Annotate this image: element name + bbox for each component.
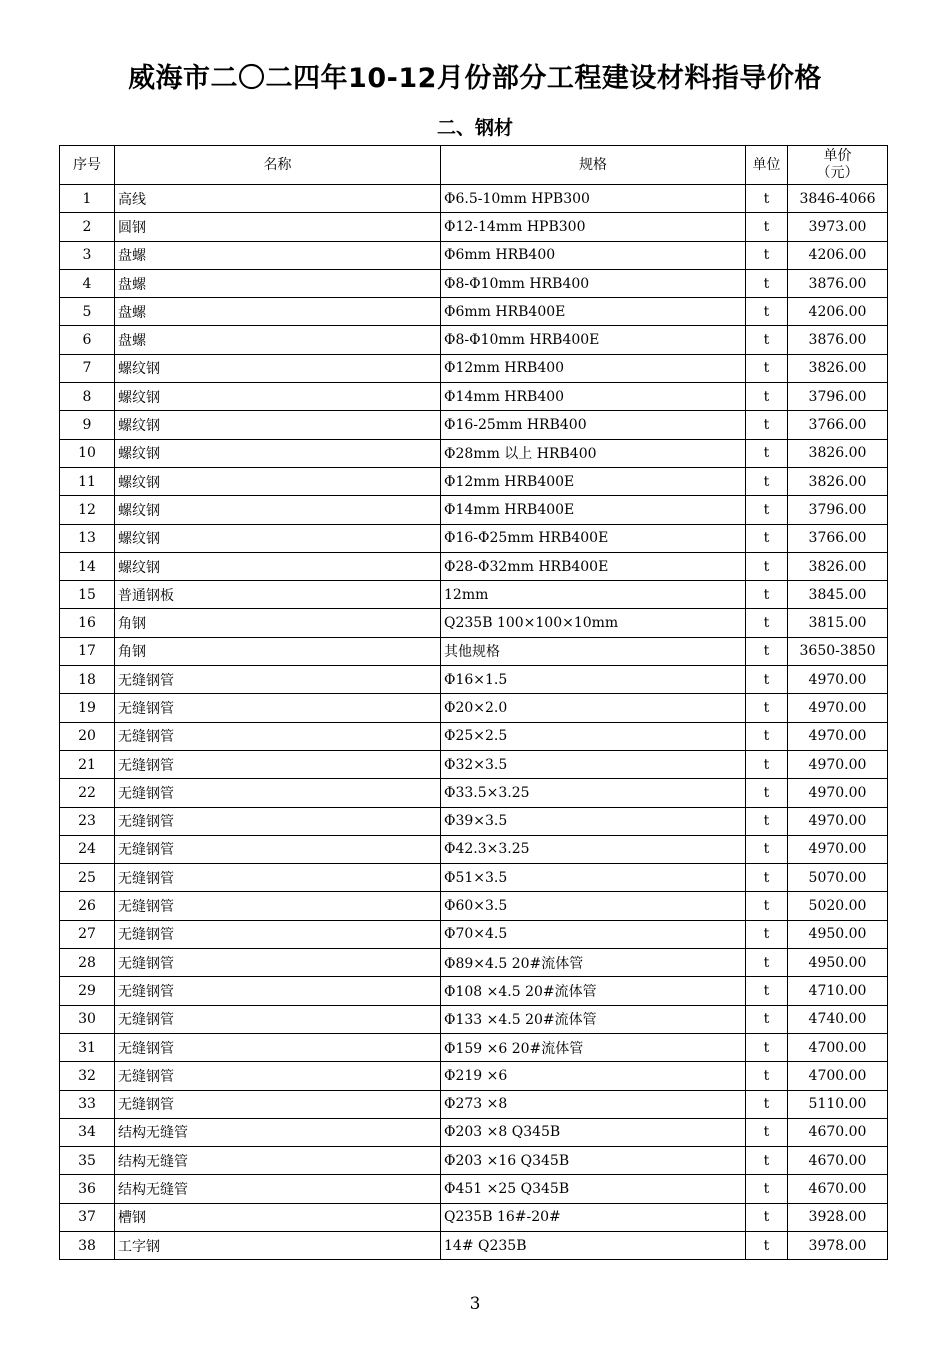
cell-spec: 12mm — [441, 581, 746, 609]
cell-unit: t — [746, 1175, 788, 1203]
cell-spec: Φ89×4.5 20#流体管 — [441, 949, 746, 977]
cell-no: 37 — [60, 1203, 115, 1231]
table-row — [60, 1005, 888, 1033]
table-row — [60, 467, 888, 495]
cell-spec: Φ12-14mm HPB300 — [441, 213, 746, 241]
cell-price: 4700.00 — [788, 1033, 888, 1061]
table-row — [60, 920, 888, 948]
cell-no: 31 — [60, 1033, 115, 1061]
cell-spec: Φ25×2.5 — [441, 722, 746, 750]
cell-price: 3876.00 — [788, 269, 888, 297]
cell-name: 无缝钢管 — [115, 807, 441, 835]
cell-price: 3973.00 — [788, 213, 888, 241]
cell-unit: t — [746, 666, 788, 694]
cell-unit: t — [746, 383, 788, 411]
cell-price: 3928.00 — [788, 1203, 888, 1231]
cell-no: 7 — [60, 354, 115, 382]
table-row — [60, 383, 888, 411]
cell-spec: Φ6mm HRB400 — [441, 241, 746, 269]
cell-unit: t — [746, 892, 788, 920]
section-title: 二、钢材 — [436, 117, 513, 139]
cell-unit: t — [746, 552, 788, 580]
cell-price: 4700.00 — [788, 1062, 888, 1090]
header-unit: 单位 — [746, 146, 788, 185]
cell-unit: t — [746, 524, 788, 552]
page-title: 威海市二〇二四年10-12月份部分工程建设材料指导价格 — [128, 63, 822, 94]
cell-unit: t — [746, 722, 788, 750]
cell-unit: t — [746, 269, 788, 297]
cell-spec: Φ51×3.5 — [441, 864, 746, 892]
cell-spec: Φ14mm HRB400E — [441, 496, 746, 524]
cell-spec: Φ203 ×16 Q345B — [441, 1147, 746, 1175]
price-table — [59, 145, 888, 1260]
cell-no: 24 — [60, 835, 115, 863]
cell-no: 28 — [60, 949, 115, 977]
table-row — [60, 666, 888, 694]
cell-name: 无缝钢管 — [115, 949, 441, 977]
cell-no: 15 — [60, 581, 115, 609]
table-row — [60, 411, 888, 439]
table-row — [60, 835, 888, 863]
cell-unit: t — [746, 581, 788, 609]
page-number: 3 — [469, 1294, 481, 1314]
cell-unit: t — [746, 1090, 788, 1118]
cell-name: 结构无缝管 — [115, 1118, 441, 1146]
cell-unit: t — [746, 864, 788, 892]
cell-no: 10 — [60, 439, 115, 467]
cell-no: 14 — [60, 552, 115, 580]
cell-spec: Φ14mm HRB400 — [441, 383, 746, 411]
cell-spec: Φ32×3.5 — [441, 750, 746, 778]
cell-unit: t — [746, 467, 788, 495]
cell-no: 26 — [60, 892, 115, 920]
cell-spec: Φ203 ×8 Q345B — [441, 1118, 746, 1146]
cell-spec: Φ42.3×3.25 — [441, 835, 746, 863]
cell-unit: t — [746, 298, 788, 326]
header-spec: 规格 — [441, 146, 746, 185]
cell-spec: Φ16-25mm HRB400 — [441, 411, 746, 439]
cell-no: 3 — [60, 241, 115, 269]
table-row — [60, 439, 888, 467]
cell-unit: t — [746, 609, 788, 637]
cell-name: 结构无缝管 — [115, 1147, 441, 1175]
header-price-line2: （元） — [816, 165, 859, 181]
cell-spec: Φ133 ×4.5 20#流体管 — [441, 1005, 746, 1033]
cell-unit: t — [746, 949, 788, 977]
table-row — [60, 722, 888, 750]
cell-name: 无缝钢管 — [115, 750, 441, 778]
cell-name: 螺纹钢 — [115, 354, 441, 382]
cell-name: 螺纹钢 — [115, 524, 441, 552]
cell-price: 3650-3850 — [788, 637, 888, 665]
table-row — [60, 694, 888, 722]
cell-price: 3846-4066 — [788, 185, 888, 213]
cell-name: 盘螺 — [115, 241, 441, 269]
cell-price: 4740.00 — [788, 1005, 888, 1033]
cell-price: 3826.00 — [788, 467, 888, 495]
cell-price: 4670.00 — [788, 1118, 888, 1146]
cell-unit: t — [746, 354, 788, 382]
cell-spec: Φ16-Φ25mm HRB400E — [441, 524, 746, 552]
cell-no: 8 — [60, 383, 115, 411]
header-price-line1: 单价 — [823, 148, 852, 164]
cell-price: 3978.00 — [788, 1231, 888, 1259]
table-body — [60, 185, 888, 1260]
table-row — [60, 552, 888, 580]
table-row — [60, 185, 888, 213]
cell-unit: t — [746, 779, 788, 807]
cell-spec: 其他规格 — [441, 637, 746, 665]
cell-spec: Φ159 ×6 20#流体管 — [441, 1033, 746, 1061]
cell-name: 螺纹钢 — [115, 439, 441, 467]
cell-price: 5110.00 — [788, 1090, 888, 1118]
cell-spec: Φ6mm HRB400E — [441, 298, 746, 326]
cell-no: 30 — [60, 1005, 115, 1033]
cell-price: 4670.00 — [788, 1175, 888, 1203]
cell-price: 3826.00 — [788, 354, 888, 382]
cell-name: 盘螺 — [115, 326, 441, 354]
cell-name: 螺纹钢 — [115, 383, 441, 411]
cell-spec: Φ6.5-10mm HPB300 — [441, 185, 746, 213]
cell-name: 高线 — [115, 185, 441, 213]
cell-no: 36 — [60, 1175, 115, 1203]
cell-no: 34 — [60, 1118, 115, 1146]
cell-spec: Φ33.5×3.25 — [441, 779, 746, 807]
table-row — [60, 581, 888, 609]
cell-name: 无缝钢管 — [115, 864, 441, 892]
table-row — [60, 1062, 888, 1090]
table-row — [60, 1203, 888, 1231]
cell-unit: t — [746, 411, 788, 439]
cell-spec: Φ12mm HRB400 — [441, 354, 746, 382]
cell-name: 无缝钢管 — [115, 1033, 441, 1061]
table-row — [60, 977, 888, 1005]
cell-no: 6 — [60, 326, 115, 354]
table-row — [60, 354, 888, 382]
cell-price: 5070.00 — [788, 864, 888, 892]
cell-spec: Φ28-Φ32mm HRB400E — [441, 552, 746, 580]
cell-spec: Φ39×3.5 — [441, 807, 746, 835]
cell-spec: 14# Q235B — [441, 1231, 746, 1259]
cell-name: 无缝钢管 — [115, 779, 441, 807]
cell-name: 角钢 — [115, 637, 441, 665]
cell-spec: Φ60×3.5 — [441, 892, 746, 920]
table-row — [60, 524, 888, 552]
table-row — [60, 326, 888, 354]
cell-name: 无缝钢管 — [115, 1005, 441, 1033]
cell-spec: Φ12mm HRB400E — [441, 467, 746, 495]
cell-unit: t — [746, 1062, 788, 1090]
cell-unit: t — [746, 496, 788, 524]
cell-unit: t — [746, 807, 788, 835]
cell-unit: t — [746, 1118, 788, 1146]
cell-spec: Φ8-Φ10mm HRB400E — [441, 326, 746, 354]
header-price — [788, 146, 888, 185]
cell-price: 4206.00 — [788, 241, 888, 269]
cell-unit: t — [746, 1231, 788, 1259]
table-row — [60, 1175, 888, 1203]
cell-spec: Φ20×2.0 — [441, 694, 746, 722]
cell-name: 螺纹钢 — [115, 552, 441, 580]
cell-unit: t — [746, 241, 788, 269]
cell-unit: t — [746, 439, 788, 467]
cell-no: 16 — [60, 609, 115, 637]
cell-no: 29 — [60, 977, 115, 1005]
table-row — [60, 241, 888, 269]
table-row — [60, 750, 888, 778]
cell-unit: t — [746, 977, 788, 1005]
cell-spec: Φ28mm 以上 HRB400 — [441, 439, 746, 467]
table-row — [60, 1231, 888, 1259]
cell-no: 22 — [60, 779, 115, 807]
cell-name: 角钢 — [115, 609, 441, 637]
cell-no: 32 — [60, 1062, 115, 1090]
cell-unit: t — [746, 1203, 788, 1231]
cell-name: 螺纹钢 — [115, 496, 441, 524]
cell-no: 1 — [60, 185, 115, 213]
cell-price: 3796.00 — [788, 383, 888, 411]
cell-name: 工字钢 — [115, 1231, 441, 1259]
cell-spec: Φ16×1.5 — [441, 666, 746, 694]
cell-no: 18 — [60, 666, 115, 694]
cell-price: 4970.00 — [788, 779, 888, 807]
cell-name: 无缝钢管 — [115, 694, 441, 722]
table-row — [60, 213, 888, 241]
cell-no: 38 — [60, 1231, 115, 1259]
table-row — [60, 807, 888, 835]
cell-unit: t — [746, 1033, 788, 1061]
cell-price: 5020.00 — [788, 892, 888, 920]
cell-no: 5 — [60, 298, 115, 326]
cell-no: 23 — [60, 807, 115, 835]
header-name: 名称 — [115, 146, 441, 185]
cell-unit: t — [746, 637, 788, 665]
table-row — [60, 864, 888, 892]
cell-price: 3845.00 — [788, 581, 888, 609]
cell-spec: Φ273 ×8 — [441, 1090, 746, 1118]
cell-no: 33 — [60, 1090, 115, 1118]
cell-price: 3766.00 — [788, 524, 888, 552]
cell-price: 3826.00 — [788, 552, 888, 580]
table-row — [60, 637, 888, 665]
cell-name: 无缝钢管 — [115, 666, 441, 694]
table-row — [60, 1147, 888, 1175]
cell-price: 4950.00 — [788, 949, 888, 977]
cell-no: 11 — [60, 467, 115, 495]
cell-spec: Φ451 ×25 Q345B — [441, 1175, 746, 1203]
cell-no: 25 — [60, 864, 115, 892]
cell-price: 3796.00 — [788, 496, 888, 524]
cell-name: 螺纹钢 — [115, 467, 441, 495]
cell-spec: Φ70×4.5 — [441, 920, 746, 948]
cell-price: 3815.00 — [788, 609, 888, 637]
table-row — [60, 1033, 888, 1061]
cell-name: 螺纹钢 — [115, 411, 441, 439]
header-no: 序号 — [60, 146, 115, 185]
cell-name: 无缝钢管 — [115, 1090, 441, 1118]
cell-no: 9 — [60, 411, 115, 439]
cell-unit: t — [746, 185, 788, 213]
cell-name: 无缝钢管 — [115, 835, 441, 863]
table-row — [60, 779, 888, 807]
cell-unit: t — [746, 1005, 788, 1033]
cell-price: 4970.00 — [788, 694, 888, 722]
table-row — [60, 892, 888, 920]
table-row — [60, 949, 888, 977]
cell-name: 盘螺 — [115, 298, 441, 326]
table-row — [60, 609, 888, 637]
cell-name: 无缝钢管 — [115, 722, 441, 750]
cell-price: 4970.00 — [788, 750, 888, 778]
cell-no: 21 — [60, 750, 115, 778]
cell-no: 20 — [60, 722, 115, 750]
cell-name: 无缝钢管 — [115, 920, 441, 948]
cell-name: 盘螺 — [115, 269, 441, 297]
table-row — [60, 1118, 888, 1146]
cell-price: 4950.00 — [788, 920, 888, 948]
cell-name: 普通钢板 — [115, 581, 441, 609]
cell-name: 结构无缝管 — [115, 1175, 441, 1203]
cell-unit: t — [746, 750, 788, 778]
cell-no: 17 — [60, 637, 115, 665]
cell-price: 4670.00 — [788, 1147, 888, 1175]
table-row — [60, 269, 888, 297]
cell-name: 无缝钢管 — [115, 977, 441, 1005]
cell-spec: Φ219 ×6 — [441, 1062, 746, 1090]
cell-no: 13 — [60, 524, 115, 552]
cell-name: 槽钢 — [115, 1203, 441, 1231]
cell-unit: t — [746, 694, 788, 722]
cell-spec: Φ108 ×4.5 20#流体管 — [441, 977, 746, 1005]
cell-no: 12 — [60, 496, 115, 524]
cell-price: 4970.00 — [788, 666, 888, 694]
cell-no: 27 — [60, 920, 115, 948]
cell-name: 无缝钢管 — [115, 1062, 441, 1090]
cell-spec: Φ8-Φ10mm HRB400 — [441, 269, 746, 297]
cell-no: 2 — [60, 213, 115, 241]
cell-price: 3826.00 — [788, 439, 888, 467]
cell-price: 3876.00 — [788, 326, 888, 354]
cell-no: 4 — [60, 269, 115, 297]
cell-price: 4970.00 — [788, 835, 888, 863]
cell-price: 4970.00 — [788, 807, 888, 835]
cell-unit: t — [746, 213, 788, 241]
cell-price: 4206.00 — [788, 298, 888, 326]
cell-price: 4710.00 — [788, 977, 888, 1005]
cell-spec: Q235B 100×100×10mm — [441, 609, 746, 637]
cell-unit: t — [746, 920, 788, 948]
table-row — [60, 298, 888, 326]
cell-price: 4970.00 — [788, 722, 888, 750]
cell-unit: t — [746, 1147, 788, 1175]
cell-name: 圆钢 — [115, 213, 441, 241]
cell-no: 35 — [60, 1147, 115, 1175]
cell-unit: t — [746, 835, 788, 863]
cell-no: 19 — [60, 694, 115, 722]
cell-spec: Q235B 16#-20# — [441, 1203, 746, 1231]
table-row — [60, 496, 888, 524]
cell-price: 3766.00 — [788, 411, 888, 439]
table-row — [60, 1090, 888, 1118]
header-row — [60, 146, 888, 185]
cell-name: 无缝钢管 — [115, 892, 441, 920]
cell-unit: t — [746, 326, 788, 354]
